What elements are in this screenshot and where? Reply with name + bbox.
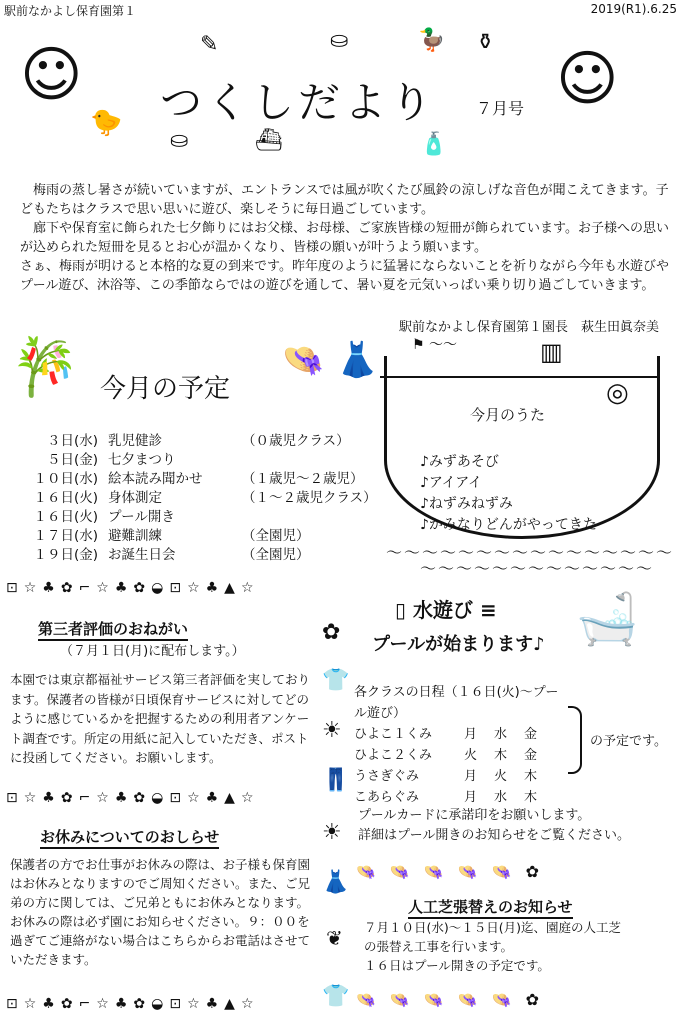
schedule-row xyxy=(30,451,377,470)
pool-note: 詳細はプール開きのお知らせをご覧ください。 xyxy=(358,828,630,843)
sun-icon: ☀ xyxy=(322,718,342,743)
song-item: ♪アイアイ xyxy=(420,475,482,491)
schedule-row xyxy=(30,508,377,527)
pool-class-row xyxy=(354,745,560,766)
schedule-note: （全園児） xyxy=(242,547,310,563)
schedule-date: ３日(水) xyxy=(46,433,98,449)
schedule-row xyxy=(30,432,377,451)
schedule-note xyxy=(232,508,242,527)
water-gun-icon: ✎ xyxy=(200,32,219,57)
schedule-date: １９日(金) xyxy=(33,547,98,563)
turf-line: ７月１０日(水)～１５日(月)迄、園庭の人工芝 xyxy=(364,920,622,935)
schedule-event: お誕生日会 xyxy=(108,547,176,563)
schedule-event: 身体測定 xyxy=(108,490,162,506)
sunflower-icon: ✿ xyxy=(322,620,341,645)
issue-number: ７月号 xyxy=(476,99,525,118)
evaluation-body: 本園では東京都福祉サービス第三者評価を実しております。保護者の皆様が日頃保育サービスに対してどのように感じているかを把握するための利用者アンケート調査です。所定の用紙に記入していただき、ポストに投函してください。お願いします。 xyxy=(10,672,311,765)
pool-day: 金 xyxy=(524,748,538,763)
schedule-list xyxy=(30,432,377,565)
lifebuoy-icon: ◎ xyxy=(606,378,629,408)
swimsuit-icon: ▯ xyxy=(395,598,407,622)
duck-toy-icon: 🦆 xyxy=(418,28,446,53)
pool-class-name: うさぎぐみ xyxy=(354,769,420,784)
schedule-note: （０歳児クラス） xyxy=(242,433,350,449)
pool-subtitle: プールが始まります♪ xyxy=(372,634,545,655)
schedule-note xyxy=(232,451,242,470)
schedule-note: （１～２歳児クラス） xyxy=(242,490,377,506)
schedule-event: 乳児健診 xyxy=(108,433,162,449)
intro-text xyxy=(20,181,670,295)
pool-day: 火 xyxy=(464,748,478,763)
pool-day: 火 xyxy=(494,769,508,784)
pool-schedule-intro: 各クラスの日程（１６日(火)～プール遊び） xyxy=(354,685,559,721)
wave-decoration: ～～～～～～～～～～～～～～～～ xyxy=(386,543,675,562)
pool-note: プールカードに承諾印をお願いします。 xyxy=(358,808,591,823)
schedule-event: 絵本読み聞かせ xyxy=(108,471,203,487)
evaluation-subheading: （７月１日(月)に配布します。） xyxy=(60,644,245,659)
tanabata-icon: 🎋 xyxy=(10,335,80,400)
turf-heading-wrap xyxy=(408,896,573,919)
schedule-event: プール開き xyxy=(108,509,175,525)
schedule-note: （全園児） xyxy=(242,528,310,544)
intro-paragraph: 梅雨の蒸し暑さが続いていますが、エントランスでは風が吹くたび風鈴の涼しげな音色が聞こえてきます。子どもたちはクラスで思い思いに遊び、楽しそうに毎日過ごしています。 xyxy=(20,183,669,217)
schedule-date: ５日(金) xyxy=(46,452,98,468)
schedule-event: 七夕まつり xyxy=(108,452,176,468)
songs-list xyxy=(420,452,597,536)
duck-icon: 🐤 xyxy=(90,108,123,138)
song-item: ♪みずあそび xyxy=(420,454,499,470)
pants-icon: 👖 xyxy=(322,768,350,793)
pool-day: 水 xyxy=(494,727,508,742)
ship-icon: ⛴ xyxy=(255,128,283,153)
turf-body xyxy=(364,918,621,975)
decorative-border: ⊡☆♣✿⌐☆♣✿◒⊡☆♣▲☆ xyxy=(6,996,260,1012)
towel-icon: ≡ xyxy=(479,598,497,622)
pool-title-text: 水遊び xyxy=(412,598,473,622)
flag-icon: ⚑ ～～ xyxy=(412,337,458,353)
sun-icon: ☀ xyxy=(322,820,342,845)
wave-decoration: ～～～～～～～～～～～～～ xyxy=(420,559,655,578)
pool-class-row xyxy=(354,766,560,787)
intro-paragraph: さぁ、梅雨が明けると本格的な夏の到来です。昨年度のように猛暑にならないことを祈りながら今年も水遊びやプール遊び、沐浴等、この季節ならではの遊びを通して、暑い夏を元気いっぱい乗り切り過ごしていきます。 xyxy=(20,259,669,293)
bottle-icon: 🧴 xyxy=(420,132,448,157)
pool-class-name: こあらぐみ xyxy=(354,790,420,805)
pool-day: 木 xyxy=(494,748,508,763)
schedule-note: （１歳児～２歳児） xyxy=(242,471,364,487)
schedule-date: １６日(火) xyxy=(33,509,98,525)
kids-pool-icon: 🛁 xyxy=(576,590,639,648)
schedule-brace xyxy=(568,706,582,774)
pool-day: 月 xyxy=(464,790,478,805)
clothes-icon: 👗 xyxy=(336,340,379,380)
song-item: ♪かみなりどんがやってきた xyxy=(420,517,597,533)
absence-heading: お休みについてのおしらせ xyxy=(40,826,219,849)
leaf-icon: ❦ xyxy=(326,926,343,950)
bucket-icon-2: ⛀ xyxy=(170,128,189,153)
pool-day: 水 xyxy=(494,790,508,805)
hat-border: 👒👒👒👒👒✿ xyxy=(356,862,554,881)
intro-paragraph: 廊下や保育室に飾られた七夕飾りにはお父様、お母様、ご家族皆様の短冊が飾られています。お子様への思いが込められた短冊を見るとお心が温かくなり、皆様の願いが叶うよう願います。 xyxy=(20,221,669,255)
pool-day: 金 xyxy=(524,727,538,742)
pool-class-row xyxy=(354,787,560,808)
schedule-date: １７日(水) xyxy=(33,528,98,544)
schedule-title: 今月の予定 xyxy=(100,374,231,404)
turf-line: の張替え工事を行います。 xyxy=(364,939,514,954)
issue-date: 2019(R1).6.25 xyxy=(590,2,677,16)
hat-icon: 👒 xyxy=(282,340,325,380)
decorative-border: ⊡☆♣✿⌐☆♣✿◒⊡☆♣▲☆ xyxy=(6,580,260,596)
pool-schedule xyxy=(354,682,560,808)
schedule-row xyxy=(30,489,377,508)
song-item: ♪ねずみねずみ xyxy=(420,496,513,512)
evaluation-heading-wrap xyxy=(38,618,188,641)
schedule-row xyxy=(30,546,377,565)
child-watering-icon: ☺ xyxy=(556,44,619,114)
school-name: 駅前なかよし保育園第１ xyxy=(4,4,137,18)
pool-day: 月 xyxy=(464,727,478,742)
turf-line: １６日はプール開きの予定です。 xyxy=(364,958,550,973)
pool-notes xyxy=(346,806,630,846)
pool-day: 月 xyxy=(464,769,478,784)
shirt-icon: 👕 xyxy=(322,668,350,693)
funnel-icon: ▥ xyxy=(540,338,563,366)
schedule-date: １０日(水) xyxy=(33,471,98,487)
schedule-row xyxy=(30,527,377,546)
schedule-event: 避難訓練 xyxy=(108,528,162,544)
pool-plan-label: の予定です。 xyxy=(590,734,667,749)
pool-title xyxy=(395,594,497,623)
pool-day: 木 xyxy=(524,769,538,784)
dress-icon: 👗 xyxy=(322,870,350,895)
songs-title: 今月のうた xyxy=(470,406,546,424)
pool-class-name: ひよこ１くみ xyxy=(354,727,433,742)
decorative-border: ⊡☆♣✿⌐☆♣✿◒⊡☆♣▲☆ xyxy=(6,790,260,806)
watering-can-icon: ⚱ xyxy=(476,30,495,55)
hat-border: 👒👒👒👒👒✿ xyxy=(356,990,554,1009)
schedule-date: １６日(火) xyxy=(33,490,98,506)
pool-class-row xyxy=(354,724,560,745)
bucket-icon: ⛀ xyxy=(330,28,349,53)
principal-signature: 駅前なかよし保育園第１園長 萩生田眞奈美 xyxy=(398,320,659,335)
absence-heading-wrap xyxy=(40,826,219,849)
absence-body: 保護者の方でお仕事がお休みの際は、お子様も保育園はお休みとなりますのでご周知ください。また、ご兄弟の方に関しては、ご兄弟ともにお休みとなります。お休みの際は必ず園にお知らせください。９：００を過ぎてご連絡がない場合はこちらからお電話はさせていただきます。 xyxy=(10,857,311,967)
evaluation-heading: 第三者評価のおねがい xyxy=(38,618,188,641)
child-bath-icon: ☺ xyxy=(20,40,83,110)
turf-heading: 人工芝張替えのお知らせ xyxy=(408,896,573,919)
newsletter-title: つくしだより xyxy=(160,78,437,127)
pool-day: 木 xyxy=(524,790,538,805)
pool-class-name: ひよこ２くみ xyxy=(354,748,433,763)
shirt-icon: 👕 xyxy=(322,984,350,1009)
schedule-row xyxy=(30,470,377,489)
